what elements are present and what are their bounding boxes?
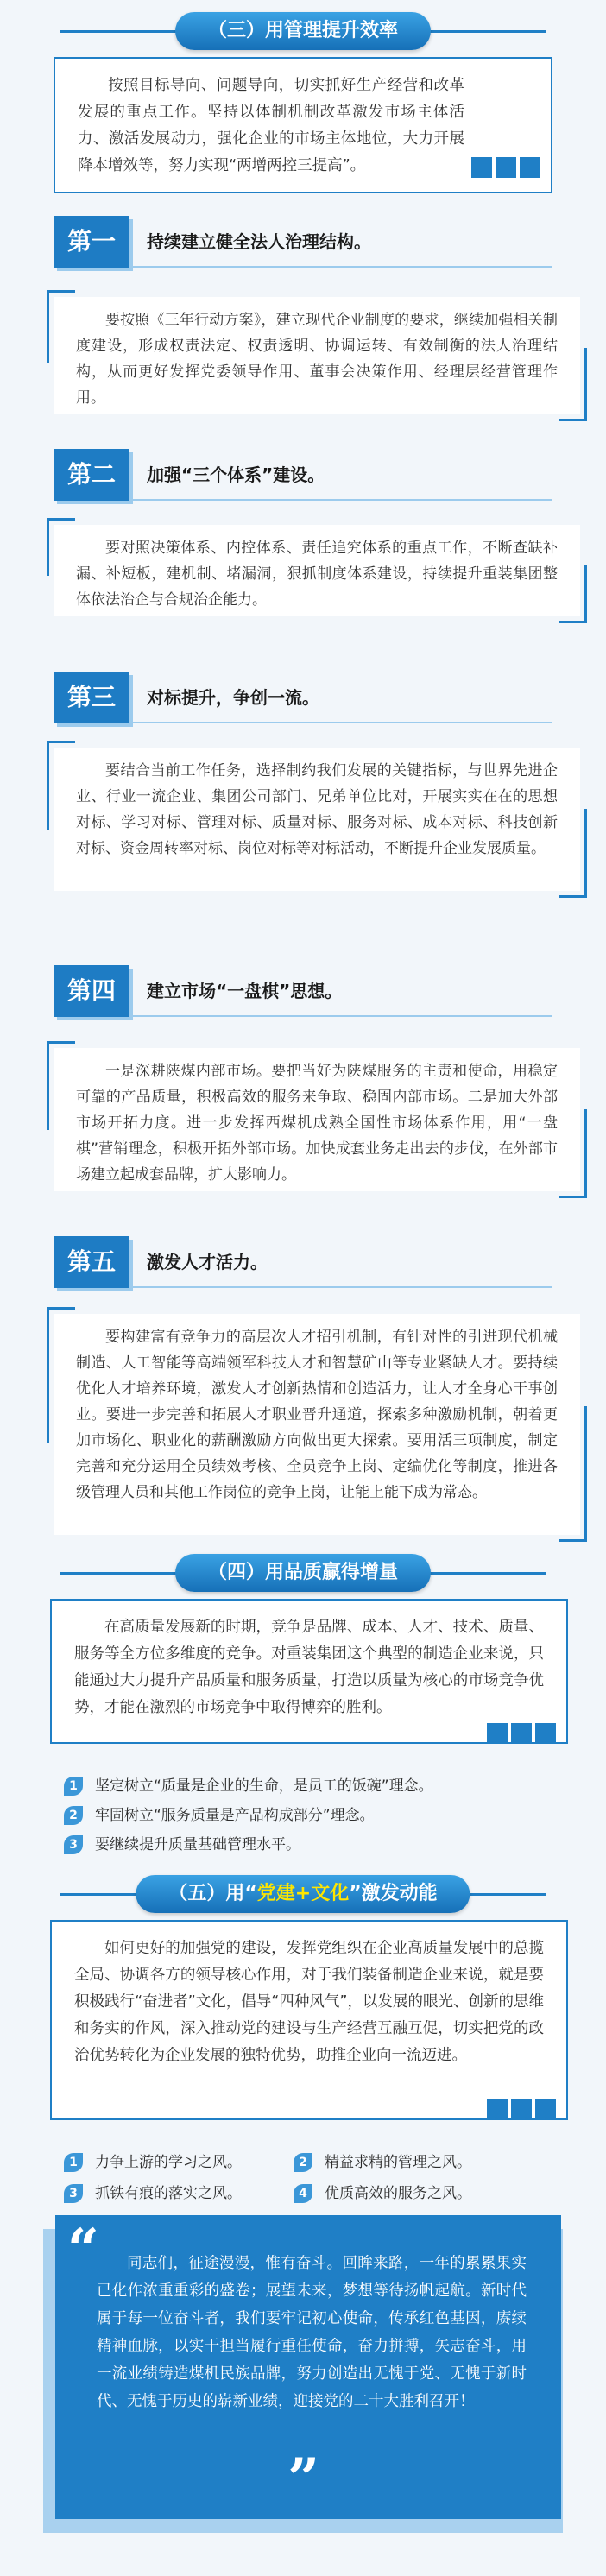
open-quote-icon: “ (67, 2217, 99, 2282)
list-item (64, 1830, 547, 1859)
item3-badge: 第三 (54, 672, 129, 723)
item2-body-box (54, 525, 580, 616)
list-item (64, 1801, 547, 1830)
item2-title: 加强“三个体系”建设。 (147, 464, 325, 485)
section4-bullets (64, 1771, 547, 1859)
bullet-text: 要继续提升质量基础管理水平。 (95, 1836, 300, 1853)
decor-square (487, 2099, 508, 2120)
number-icon: 1 (64, 2153, 83, 2172)
item1-body: 要按照《三年行动方案》，建立现代企业制度的要求，继续加强相关制度建设，形成权责法定、权责透明、协调运转、有效制衡的法人治理结构，从而更好发挥党委领导作用、董事会决策作用、经理层经营管理作用。 (76, 312, 558, 407)
item1-title: 持续建立健全法人治理结构。 (147, 231, 371, 252)
divider (129, 722, 552, 723)
number-icon: 3 (64, 1835, 83, 1854)
item1-header (54, 216, 552, 268)
list-item (294, 2148, 471, 2177)
decor-square (535, 2099, 556, 2120)
title-pre: （五）用“ (168, 1883, 257, 1904)
close-quote-icon: ” (287, 2447, 319, 2511)
divider (129, 1286, 552, 1288)
list-item (64, 1771, 547, 1801)
section4-title: （四）用品质赢得增量 (175, 1554, 431, 1592)
section3-title: （三）用管理提升效率 (175, 12, 431, 50)
decor-square (535, 1723, 556, 1744)
section3-intro: 按照目标导向、问题导向，切实抓好生产经营和改革发展的重点工作。坚持以体制机制改革激发市场主体活力、激活发展动力，强化企业的市场主体地位，大力开展降本增效等，努力实现“两增两控三提高”。 (78, 77, 464, 174)
bullet-text: 力争上游的学习之风。 (95, 2154, 242, 2171)
decor-square (511, 2099, 532, 2120)
item3-header (54, 672, 552, 723)
item5-body: 要构建富有竞争力的高层次人才招引机制，有针对性的引进现代机械制造、人工智能等高端领军科技人才和智慧矿山等专业紧缺人才。要持续优化人才培养环境，激发人才创新热情和创造活力，让人才全身心干事创业。要进一步完善和拓展人才职业晋升通道，探索多种激励机制，朝着更加市场化、职业化的薪酬激励方向做出更大探索。要用活三项制度，制定完善和充分运用全员绩效考核、全员竞争上岗、定编优化等制度，推进各级管理人员和其他工作岗位的竞争上岗，让能上能下成为常态。 (76, 1329, 558, 1501)
bullet-text: 优质高效的服务之风。 (325, 2185, 471, 2202)
item3-title: 对标提升，争创一流。 (147, 687, 319, 708)
divider (129, 1015, 552, 1017)
closing-text: 同志们，征途漫漫，惟有奋斗。回眸来路，一年的累累果实已化作浓重重彩的盛卷；展望未来，梦想等待扬帆起航。新时代属于每一位奋斗者，我们要牢记初心使命，传承红色基因，赓续精神血脉，以实干担当履行重任使命，奋力拼搏，矢志奋斗，用一流业绩铸造煤机民族品牌，努力创造出无愧于党、无愧于新时代、无愧于历史的崭新业绩，迎接党的二十大胜利召开！ (97, 2255, 527, 2410)
decor-square (511, 1723, 532, 1744)
item1-badge: 第一 (54, 216, 129, 268)
section5-intro: 如何更好的加强党的建设，发挥党组织在企业高质量发展中的总揽全局、协调各方的领导核心作用，对于我们装备制造企业来说，就是要积极践行“奋进者”文化，倡导“四种风气”，以发展的眼光、创新的思维和务实的作风，深入推动党的建设与生产经营互融互促，切实把党的政治优势转化为企业发展的独特优势，助推企业向一流迈进。 (74, 1940, 544, 2064)
list-item (64, 2179, 242, 2208)
title-post: ”激发动能 (349, 1883, 438, 1904)
bullet-text: 精益求精的管理之风。 (325, 2154, 471, 2171)
decor-square (487, 1723, 508, 1744)
item2-badge: 第二 (54, 449, 129, 501)
item3-body: 要结合当前工作任务，选择制约我们发展的关键指标，与世界先进企业、行业一流企业、集团公司部门、兄弟单位比对，开展实实在在的思想对标、学习对标、管理对标、质量对标、服务对标、成本对标、科技创新对标、资金周转率对标、岗位对标等对标活动，不断提升企业发展质量。 (76, 762, 558, 857)
item3-body-box (54, 748, 580, 891)
section4-header (0, 1547, 606, 1599)
item4-title: 建立市场“一盘棋”思想。 (147, 981, 343, 1001)
bullet-text: 抓铁有痕的落实之风。 (95, 2185, 242, 2202)
section4-intro-box (50, 1599, 568, 1744)
title-highlight: 党建+文化 (256, 1883, 350, 1904)
item5-body-box (54, 1314, 580, 1535)
number-icon: 2 (64, 1806, 83, 1825)
number-icon: 2 (294, 2153, 312, 2172)
item4-body: 一是深耕陕煤内部市场。要把当好为陕煤服务的主责和使命，用稳定可靠的产品质量，积极高效的服务来争取、稳固内部市场。二是加大外部市场开拓力度。进一步发挥西煤机成熟全国性市场体系作用，用“一盘棋”营销理念，积极开拓外部市场。加快成套业务走出去的步伐，在外部市场建立起成套品牌，扩大影响力。 (76, 1063, 558, 1184)
section5-intro-box (50, 1920, 568, 2120)
item4-body-box (54, 1048, 580, 1191)
item5-title: 激发人才活力。 (147, 1252, 268, 1272)
list-item (64, 2148, 242, 2177)
divider (129, 266, 552, 268)
item4-badge: 第四 (54, 965, 129, 1017)
item5-badge: 第五 (54, 1236, 129, 1288)
number-icon: 1 (64, 1777, 83, 1796)
decor-square (520, 157, 540, 178)
divider (129, 499, 552, 501)
number-icon: 3 (64, 2184, 83, 2203)
item2-body: 要对照决策体系、内控体系、责任追究体系的重点工作，不断查缺补漏、补短板，建机制、堵漏洞，狠抓制度体系建设，持续提升重装集团整体依法治企与合规治企能力。 (76, 540, 558, 609)
section3-header (0, 5, 606, 57)
bullet-text: 坚定树立“质量是企业的生命，是员工的饭碗”理念。 (95, 1777, 433, 1795)
section5-title (136, 1875, 470, 1913)
item5-header (54, 1236, 552, 1288)
decor-square (471, 157, 492, 178)
item4-header (54, 965, 552, 1017)
list-item (294, 2179, 471, 2208)
section5-bullets (64, 2148, 547, 2210)
item1-body-box (54, 297, 580, 414)
number-icon: 4 (294, 2184, 312, 2203)
section4-intro: 在高质量发展新的时期，竞争是品牌、成本、人才、技术、质量、服务等全方位多维度的竞争。对重装集团这个典型的制造企业来说，只能通过大力提升产品质量和服务质量，打造以质量为核心的市场竞争优势，才能在激烈的市场竞争中取得博弈的胜利。 (74, 1619, 544, 1716)
section5-header (0, 1868, 606, 1920)
item2-header (54, 449, 552, 501)
decor-square (496, 157, 516, 178)
closing-box (55, 2215, 561, 2519)
bullet-text: 牢固树立“服务质量是产品构成部分”理念。 (95, 1807, 375, 1824)
